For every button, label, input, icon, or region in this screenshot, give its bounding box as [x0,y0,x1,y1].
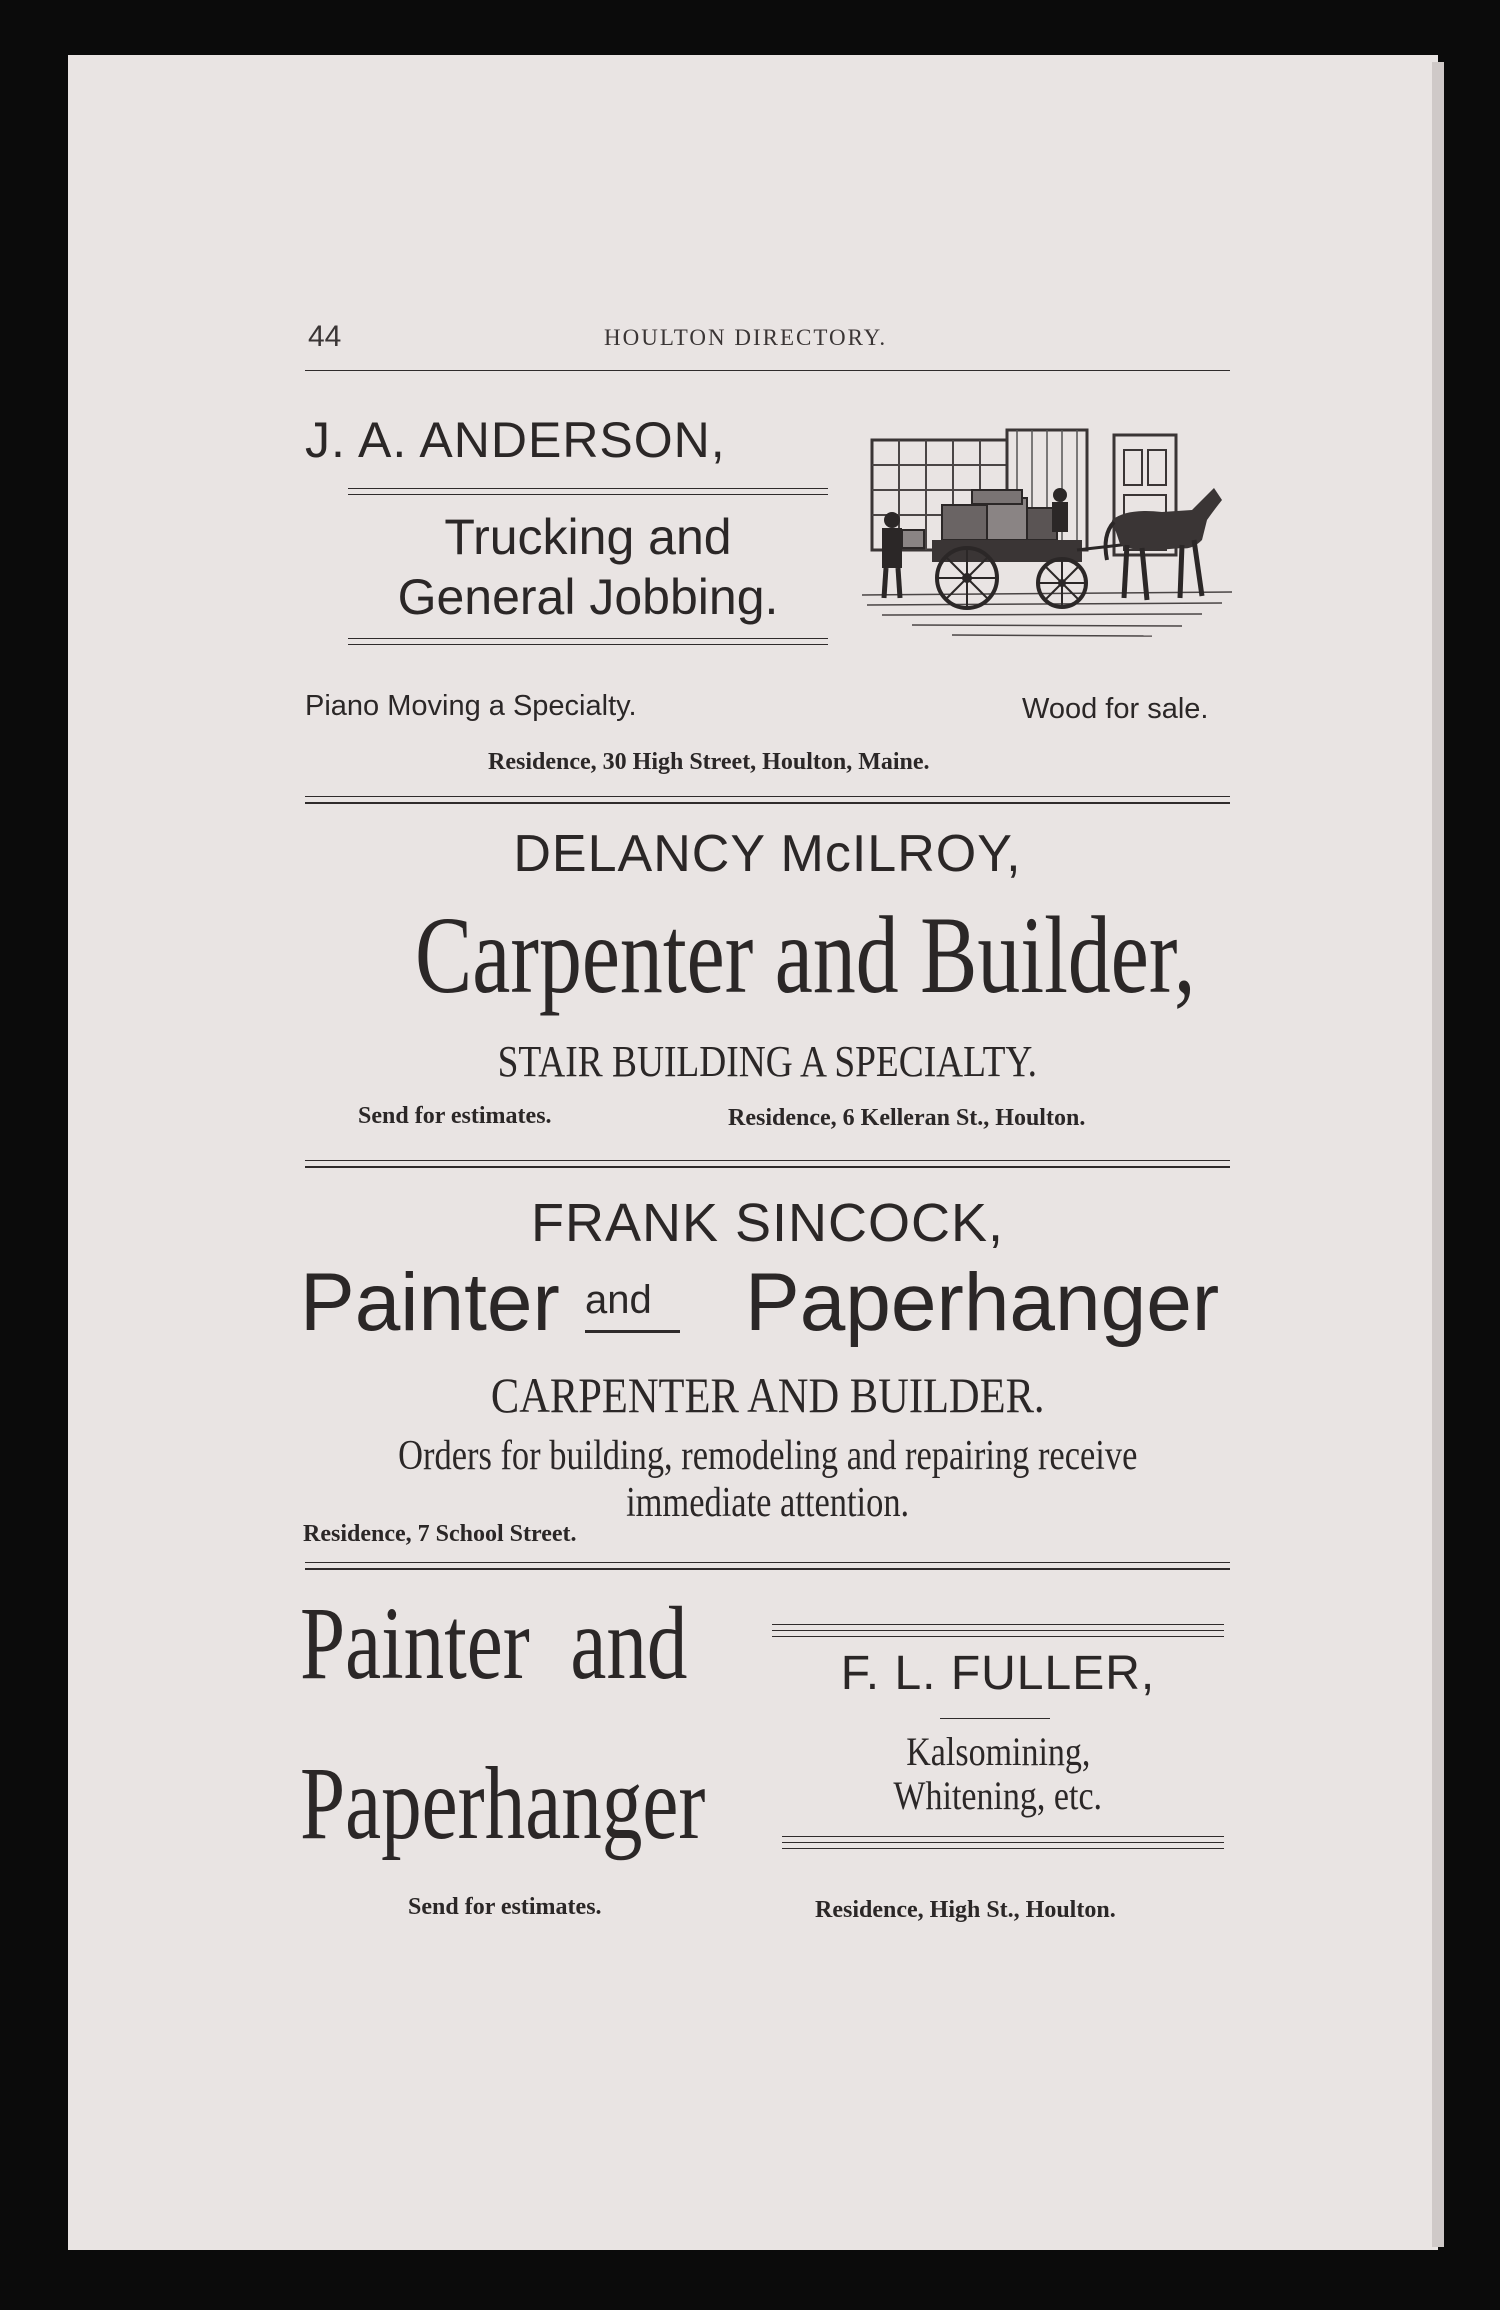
directory-page [68,55,1438,2250]
fuller-left-line1-wrap [300,1586,797,1701]
sincock-trade-part1: Painter [300,1257,560,1348]
page-number: 44 [308,320,342,353]
sincock-name: FRANK SINCOCK, [530,1193,1005,1253]
header-rule [305,370,1230,371]
anderson-extra: Wood for sale. [1022,693,1209,725]
sincock-orders-wrap2 [305,1482,1230,1524]
fuller-rule-bottom-2 [782,1842,1224,1843]
anderson-residence: Residence, 30 High Street, Houlton, Maine. [488,749,930,775]
anderson-rule-top-1 [348,488,828,489]
fuller-left-line2-wrap [300,1746,820,1861]
anderson-rule-bottom-2 [348,644,828,645]
fuller-service-line2: Whitening, etc. [893,1773,1103,1818]
fuller-service-wrap1 [772,1729,1224,1774]
fuller-rule-top-1 [772,1624,1224,1625]
section-divider-3a [305,1562,1230,1563]
section-divider-1b [305,802,1230,804]
section-divider-1a [305,796,1230,797]
fuller-name-underline [940,1718,1050,1719]
fuller-rule-bottom-3 [782,1848,1224,1849]
page-edge [1432,62,1444,2247]
fuller-left-line2: Paperhanger [300,1746,706,1861]
mcilroy-name: DELANCY McILROY, [513,825,1022,883]
mcilroy-specialty-wrap [305,1037,1230,1086]
running-title: HOULTON DIRECTORY. [604,325,888,350]
fuller-rule-top-3 [772,1636,1224,1637]
mcilroy-trade: Carpenter and Builder, [415,894,1196,1016]
anderson-service-line2: General Jobbing. [397,569,779,625]
anderson-rule-top-2 [348,494,828,495]
anderson-specialty: Piano Moving a Specialty. [305,690,637,722]
section-divider-3b [305,1568,1230,1570]
anderson-service-line1: Trucking and [444,509,732,565]
fuller-left-line1: Painter and [300,1586,688,1701]
sincock-residence: Residence, 7 School Street. [303,1521,577,1547]
fuller-estimates: Send for estimates. [408,1894,602,1920]
mcilroy-residence: Residence, 6 Kelleran St., Houlton. [728,1105,1086,1131]
section-divider-2b [305,1166,1230,1168]
fuller-service-line1: Kalsomining, [905,1729,1091,1774]
section-divider-2a [305,1160,1230,1161]
mcilroy-estimates: Send for estimates. [358,1103,552,1129]
sincock-subtitle: CARPENTER AND BUILDER. [490,1367,1045,1423]
sincock-orders-wrap1 [290,1435,1245,1477]
anderson-rule-bottom-1 [348,638,828,639]
sincock-subtitle-wrap [305,1367,1230,1423]
mcilroy-trade-wrap [305,894,1230,1016]
sincock-trade-and: and [585,1278,652,1322]
fuller-rule-bottom-1 [782,1836,1224,1837]
fuller-residence: Residence, High St., Houlton. [815,1897,1116,1923]
fuller-rule-top-2 [772,1630,1224,1631]
mcilroy-specialty: STAIR BUILDING A SPECIALTY. [497,1037,1038,1086]
sincock-and-underline [585,1330,680,1333]
sincock-orders-line1: Orders for building, remodeling and repairing receive [397,1433,1138,1479]
horse-drawn-wagon-illustration [862,420,1232,665]
sincock-trade-part2: Paperhanger [745,1257,1220,1348]
anderson-name: J. A. ANDERSON, [305,412,726,468]
fuller-service-wrap2 [772,1773,1224,1818]
sincock-orders-line2: immediate attention. [625,1480,910,1526]
fuller-name: F. L. FULLER, [840,1647,1156,1700]
